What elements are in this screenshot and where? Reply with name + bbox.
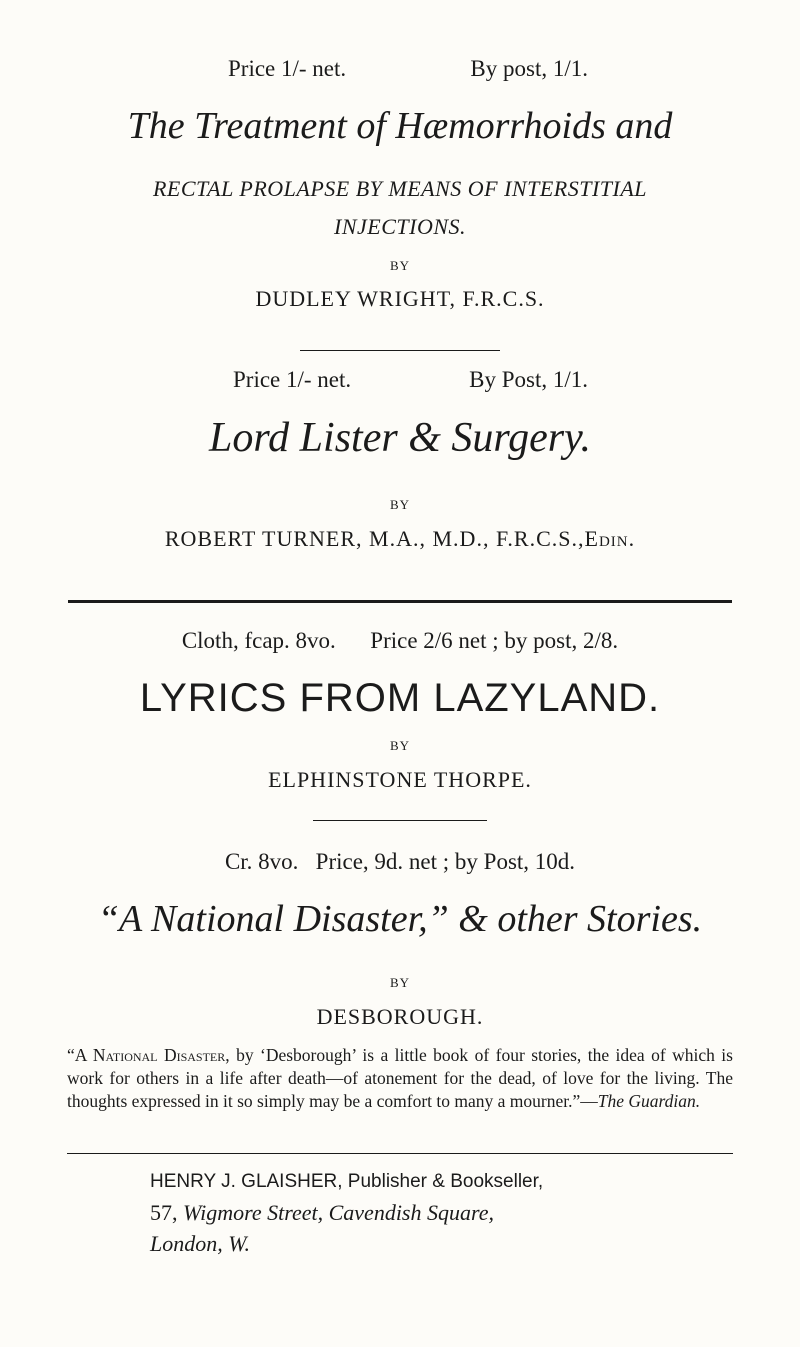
ad3-price-line: Cloth, fcap. 8vo. Price 2/6 net ; by post, 2/8. (181, 628, 619, 653)
ad4-review-source: The Guardian. (597, 1091, 701, 1111)
ad2-author (0, 526, 800, 552)
ad4-review-open-quote: “ (67, 1045, 75, 1065)
ad2-post-price: By Post, 1/1. (469, 367, 588, 392)
publisher-address-line2: London, W. (150, 1231, 251, 1256)
publisher-name: HENRY J. GLAISHER, Publisher & Bookseller, (150, 1171, 544, 1192)
ad4-title: “A National Disaster,” & other Stories. (97, 898, 703, 940)
publisher-street-number: 57, (150, 1200, 183, 1225)
ad2-price: Price 1/- net. (233, 367, 352, 392)
publisher-block (150, 1171, 670, 1257)
ad1-subtitle-line1: RECTAL PROLAPSE BY MEANS OF INTERSTITIAL (152, 176, 648, 201)
ad2-divider-thick (68, 600, 732, 603)
ad4-review-title: A National Disaster, (74, 1045, 230, 1065)
ad3-title: LYRICS FROM LAZYLAND. (139, 676, 661, 720)
ad4-price-line: Cr. 8vo. Price, 9d. net ; by Post, 10d. (224, 849, 576, 874)
publisher-street: Wigmore Street, Cavendish Square, (183, 1200, 495, 1225)
ad1-author: DUDLEY WRIGHT, F.R.C.S. (255, 286, 545, 311)
ad3-author: ELPHINSTONE THORPE. (268, 767, 532, 792)
ad2-author-edin: Edin. (584, 526, 636, 551)
ad2-author-main: ROBERT TURNER, M.A., M.D., F.R.C.S., (164, 526, 585, 551)
ad1-price: Price 1/- net. (228, 56, 347, 81)
ad3-divider (313, 820, 487, 821)
ad4-by: BY (389, 975, 411, 990)
publisher-address-line1 (150, 1200, 670, 1226)
ad3-by: BY (389, 738, 411, 753)
ad4-review-text: by ‘Desborough’ is a little book of four stories, the idea of which is work for others in a life after death—of atonement for the dead, of love for the living. The thoughts expressed in it so simply may be a comfort to many a mourner.”— (67, 1045, 733, 1111)
ad1-divider (300, 350, 500, 351)
ad1-post-price: By post, 1/1. (470, 56, 588, 81)
ad4-review (67, 1044, 733, 1113)
ad1-subtitle-line2: INJECTIONS. (334, 214, 466, 239)
ad4-author: DESBOROUGH. (316, 1004, 484, 1029)
ad2-title: Lord Lister & Surgery. (209, 415, 591, 461)
ad1-by: BY (389, 258, 411, 273)
ad2-price-row (233, 367, 588, 393)
ad2-by: BY (389, 497, 411, 512)
ad1-price-row (228, 56, 588, 82)
ad4-divider (67, 1153, 733, 1154)
ad1-title: The Treatment of Hæmorrhoids and (127, 105, 673, 147)
